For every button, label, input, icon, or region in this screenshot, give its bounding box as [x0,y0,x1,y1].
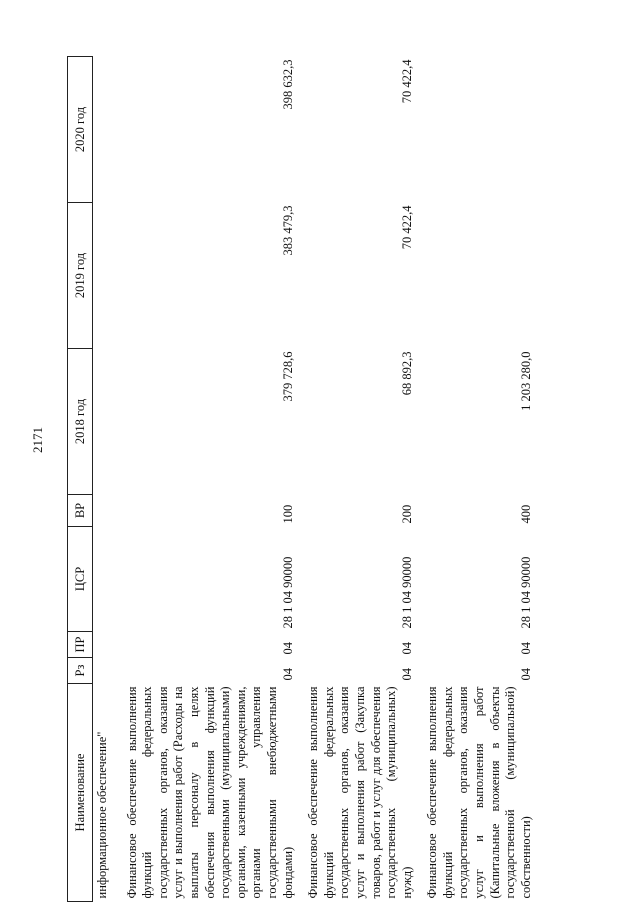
row-csr: 28 1 04 90000 [519,556,534,629]
row-vr: 100 [281,504,296,524]
row-2020: 398 632,3 [281,59,296,110]
header-csr: ЦСР [68,527,93,632]
row-2018: 68 892,3 [400,351,415,396]
table-row [417,57,536,902]
row-csr: 28 1 04 90000 [281,556,296,629]
header-2020: 2020 год [68,57,93,203]
row-vr: 200 [400,504,415,524]
rotated-page [67,57,572,902]
row-pr: 04 [281,642,296,655]
row-rz: 04 [281,668,296,681]
intro-text: информационное обеспечение" [95,731,109,899]
row-2018: 379 728,6 [281,351,296,402]
row-2020: 70 422,4 [400,59,415,104]
row-csr: 28 1 04 90000 [400,556,415,629]
row-2019 [417,203,536,349]
row-2019: 383 479,3 [281,205,296,256]
budget-table [67,56,536,902]
row-pr: 04 [400,642,415,655]
row-2019: 70 422,4 [400,205,415,250]
header-name: Наименование [68,684,93,902]
table-header-row [68,57,93,902]
header-pr: ПР [68,632,93,658]
row-name: Финансовое обеспечение выполнения функций федеральных государственных органов, оказания услуг и выполнения работ (Капитальные вложения в объекты государственной (муниципальной) собственности) [425,686,533,899]
table-row [117,57,299,902]
header-rz: Рз [68,658,93,684]
row-pr: 04 [519,642,534,655]
row-2020 [417,57,536,203]
budget-sheet [67,57,572,902]
table-row [298,57,417,902]
row-name: Финансовое обеспечение выполнения функций федеральных государственных органов, оказания услуг и выполнения работ (Закупка товаров, работ и услуг для обеспечения государственных (муниципальных) нужд) [306,686,414,899]
header-2019: 2019 год [68,203,93,349]
header-2018: 2018 год [68,349,93,495]
page-number: 2171 [30,427,45,453]
row-2018: 1 203 280,0 [519,351,534,411]
row-name: Финансовое обеспечение выполнения функций федеральных государственных органов, оказания услуг и выполнения работ (Расходы на выплаты персоналу в целях обеспечения выполнения функций государственными (муниципальными) органами, казенными учреждениями, органами управления государственными внебюджетными фондами) [124,686,295,899]
row-vr: 400 [519,504,534,524]
header-vr: ВР [68,495,93,527]
row-rz: 04 [519,668,534,681]
row-rz: 04 [400,668,415,681]
table-row-intro [93,57,117,902]
